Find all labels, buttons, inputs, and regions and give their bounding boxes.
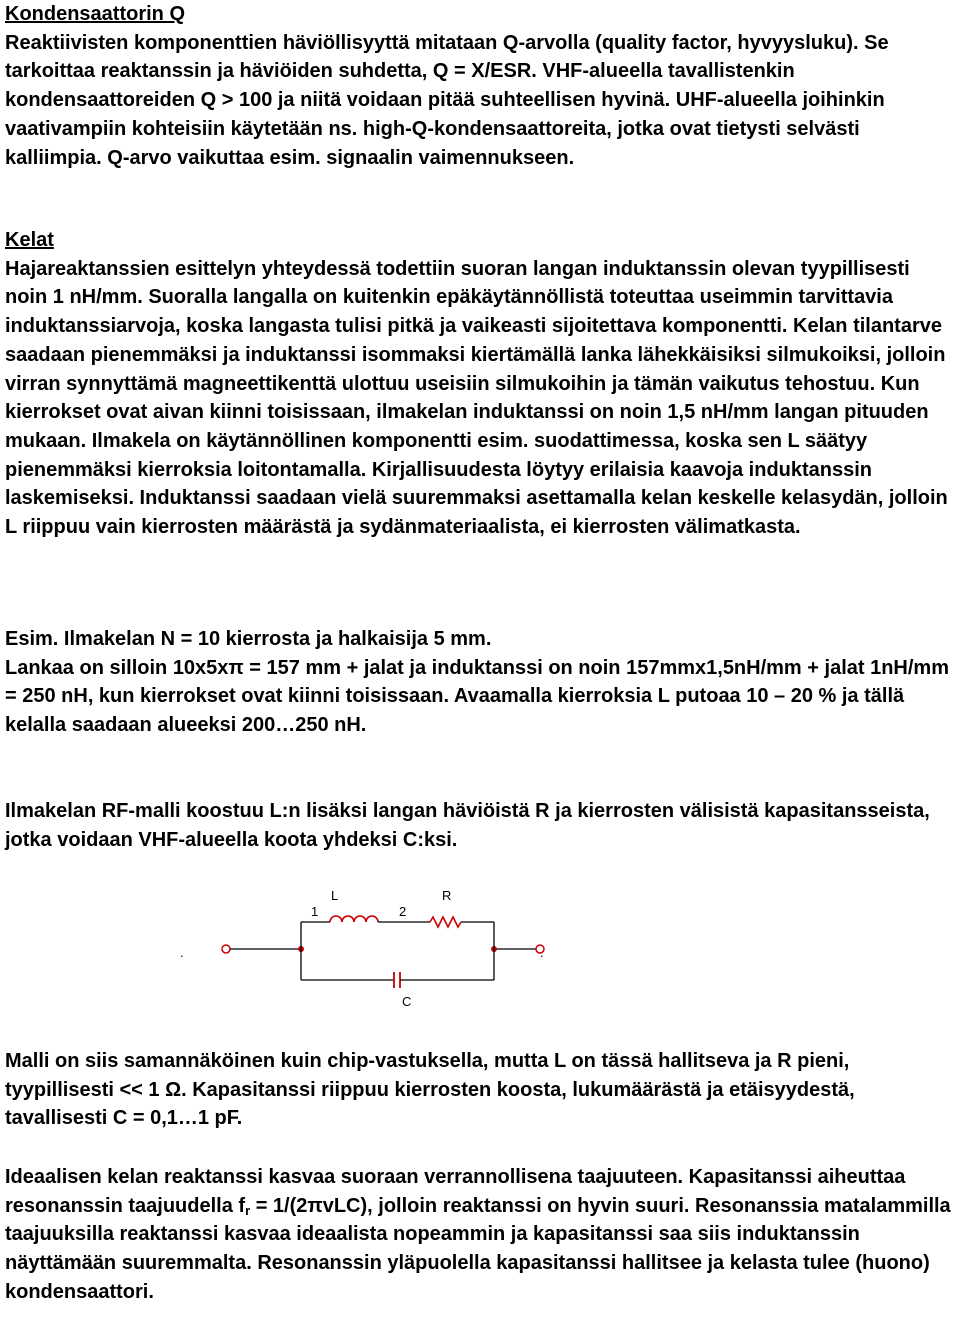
ideal-coil-text-part-1: Ideaalisen kelan reaktanssi kasvaa suoraan verrannollisena taajuuteen. Kapasitanssi aiheuttaa resonanssin taajuudella f [5,1166,906,1217]
inductor-coil-symbol [330,916,378,922]
inductor-label: L [331,888,339,903]
capacitor-q-paragraph: Reaktiivisten komponenttien häviöllisyyttä mitataan Q-arvolla (quality factor, hyvyysluku). Se tarkoittaa reaktanssin ja häviöiden suhdetta, Q = X/ESR. VHF-alueella tavallistenkin kondensaattoreiden Q > 100 ja niitä voidaan pitää suhteellisen hyvinä. UHF-alueella joihinkin vaativampiin kohteisiin käytetään ns. high-Q-kondensaattoreita, jotka ovat tietysti selvästi kalliimpia. Q-arvo vaikuttaa esim. signaalin vaimennukseen. [5,31,889,169]
ideal-coil-paragraph [5,1163,957,1307]
air-coil-example-section [5,625,957,740]
resistor-label: R [442,888,452,903]
resistor-symbol [430,917,461,927]
capacitor-label: C [402,994,412,1009]
capacitor-q-section [5,0,957,172]
circuit-dot-right: . [540,945,544,960]
inductors-paragraph: Hajareaktanssien esittelyn yhteydessä todettiin suoran langan induktanssin olevan tyypillisesti noin 1 nH/mm. Suoralla langalla on kuitenkin epäkäytännöllistä toteuttaa useimmin tarvittavia induktanssiarvoja, koska langasta tulisi pitkä ja vaikeasti sijoitettava komponentti. Kelan tilantarve saadaan pienemmäksi ja induktanssi isommaksi kiertämällä lanka lähekkäisiksi silmukoiksi, jolloin virran synnyttämä magneettikenttä ulottuu useisiin silmukoihin ja tämän vaikutus tehostuu. Kun kierrokset ovat aivan kiinni toisissaan, ilmakelan induktanssi on noin 1,5 nH/mm langan pituuden mukaan. Ilmakela on käytännöllinen komponentti esim. suodattimessa, koska sen L säätyy pienemmäksi kierroksia loitontamalla. Kirjallisuudesta löytyy erilaisia kaavoja induktanssin laskemiseksi. Induktanssi saadaan vielä suuremmaksi asettamalla kelan keskelle kelasydän, jolloin L riippuu vain kierrosten määrästä ja sydänmateriaalista, ei kierrosten välimatkasta. [5,257,948,539]
model-description-paragraph: Malli on siis samannäköinen kuin chip-vastuksella, mutta L on tässä hallitseva ja R pieni, tyypillisesti << 1 Ω. Kapasitanssi riippuu kierrosten koosta, lukumäärästä ja etäisyydestä, tavallisesti C = 0,1…1 pF. [5,1050,855,1130]
inductors-heading: Kelat [5,229,54,251]
inductors-section [5,226,957,542]
example-line-1: Esim. Ilmakelan N = 10 kierrosta ja halkaisija 5 mm. [5,628,492,650]
example-line-2: Lankaa on silloin 10x5xπ = 157 mm + jalat ja induktanssi on noin 157mmx1,5nH/mm + jalat 1nH/mm = 250 nH, kun kierrokset ovat kiinni toisissaan. Avaamalla kierroksia L putoaa 10 – 20 % ja tällä kelalla saadaan alueeksi 200…250 nH. [5,656,949,737]
rf-model-paragraph: Ilmakelan RF-malli koostuu L:n lisäksi langan häviöistä R ja kierrosten välisistä kapasitansseista, jotka voidaan VHF-alueella koota yhdeksi C:ksi. [5,800,930,851]
node-1-label: 1 [311,904,319,919]
ideal-coil-text-part-2: = 1/(2πvLC), jolloin reaktanssi on hyvin suuri. Resonanssia matalammilla taajuuksilla reaktanssi kasvaa ideaalista nopeammin ja kapasitanssi saa siis induktanssin näyttämään suuremmalta. Resonanssin yläpuolella kapasitanssi hallitsee ja kelasta tulee (huono) kondensaattori. [5,1194,951,1303]
ideal-coil-section [5,1163,957,1307]
node-2-label: 2 [399,904,407,919]
left-terminal [222,945,230,953]
resonance-frequency-subscript: r [245,1202,251,1218]
capacitor-q-heading: Kondensaattorin Q [5,3,186,25]
circuit-dot-left: . [180,945,184,960]
coil-rf-model-circuit-diagram [170,882,570,1012]
rf-model-section [5,797,957,854]
model-description-section [5,1047,957,1133]
